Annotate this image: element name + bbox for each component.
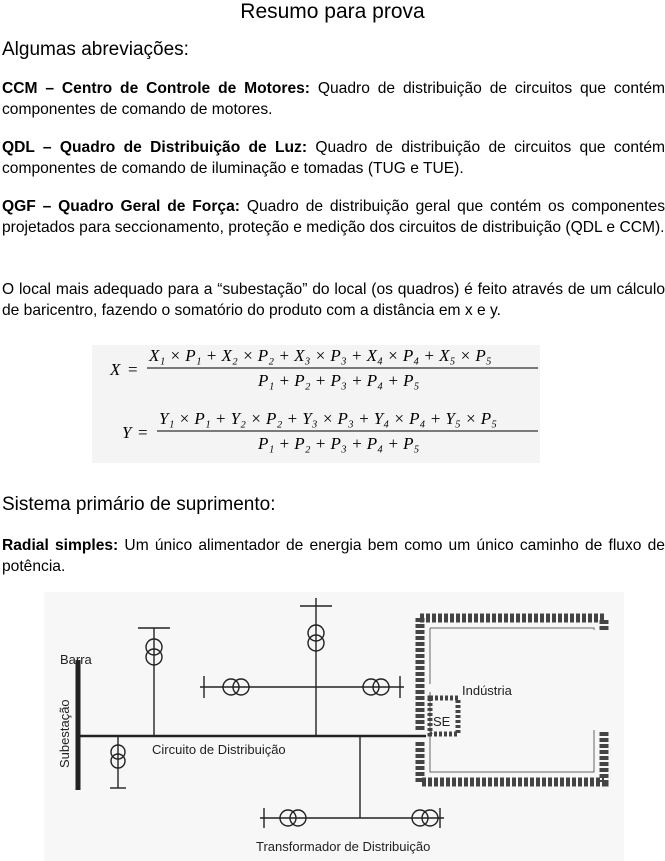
definition-term: QDL – Quadro de Distribuição de Luz: <box>2 139 308 156</box>
industria-building-inner <box>430 628 594 772</box>
sistema-heading: Sistema primário de suprimento: <box>2 494 276 515</box>
baricentro-formulas <box>92 345 540 463</box>
label-se: SE <box>433 714 451 729</box>
formula-y-denominator: P₁ + P₂ + P₃ + P₄ + P₅ <box>258 434 420 453</box>
page-title: Resumo para prova <box>240 0 425 23</box>
formula-y-numerator: Y₁ × P₁ + Y₂ × P₂ + Y₃ × P₃ + Y₄ × P₄ + Y₅ × P₅ <box>159 409 498 428</box>
definition-qdl <box>2 137 665 179</box>
label-circuito: Circuito de Distribuição <box>152 742 286 757</box>
formula-x-numerator: X₁ × P₁ + X₂ × P₂ + X₃ × P₃ + X₄ × P₄ + X₅ × P₅ <box>149 346 492 365</box>
label-industria: Indústria <box>462 683 512 698</box>
definition-text: Quadro de distribuição de circuitos que contém componentes de comando de iluminação e tomadas (TUG e TUE). <box>2 139 665 177</box>
radial-simples-paragraph <box>2 535 665 577</box>
definition-text: Quadro de distribuição geral que contém os componentes projetados para seccionamento, proteção e medição dos circuitos de distribuição (QDL e CCM). <box>2 198 665 236</box>
formula-y-lhs: Y <box>122 423 132 442</box>
formula-x-denominator: P₁ + P₂ + P₃ + P₄ + P₅ <box>258 371 420 390</box>
definition-qgf <box>2 196 665 238</box>
label-transformador: Transformador de Distribuição <box>256 839 431 854</box>
label-barra: Barra <box>60 652 92 667</box>
label-subestacao: Subestação <box>57 699 72 768</box>
definition-term: CCM – Centro de Controle de Motores: <box>2 80 310 97</box>
definition-text: Quadro de distribuição de circuitos que contém componentes de comando de motores. <box>2 80 665 118</box>
equals-sign: = <box>138 423 148 442</box>
formula-x-lhs: X <box>110 360 121 379</box>
abbreviations-heading: Algumas abreviações: <box>2 39 189 60</box>
definition-ccm <box>2 78 665 120</box>
definition-term: QGF – Quadro Geral de Força: <box>2 198 240 215</box>
radial-system-diagram <box>44 592 624 861</box>
equals-sign: = <box>128 360 138 379</box>
definition-text: Um único alimentador de energia bem como um único caminho de fluxo de potência. <box>2 537 665 575</box>
definition-term: Radial simples: <box>2 537 119 554</box>
baricentro-paragraph: O local mais adequado para a “subestação” do local (os quadros) é feito através de um cálculo de baricentro, fazendo o somatório do produto com a distância em x e y. <box>2 281 665 319</box>
